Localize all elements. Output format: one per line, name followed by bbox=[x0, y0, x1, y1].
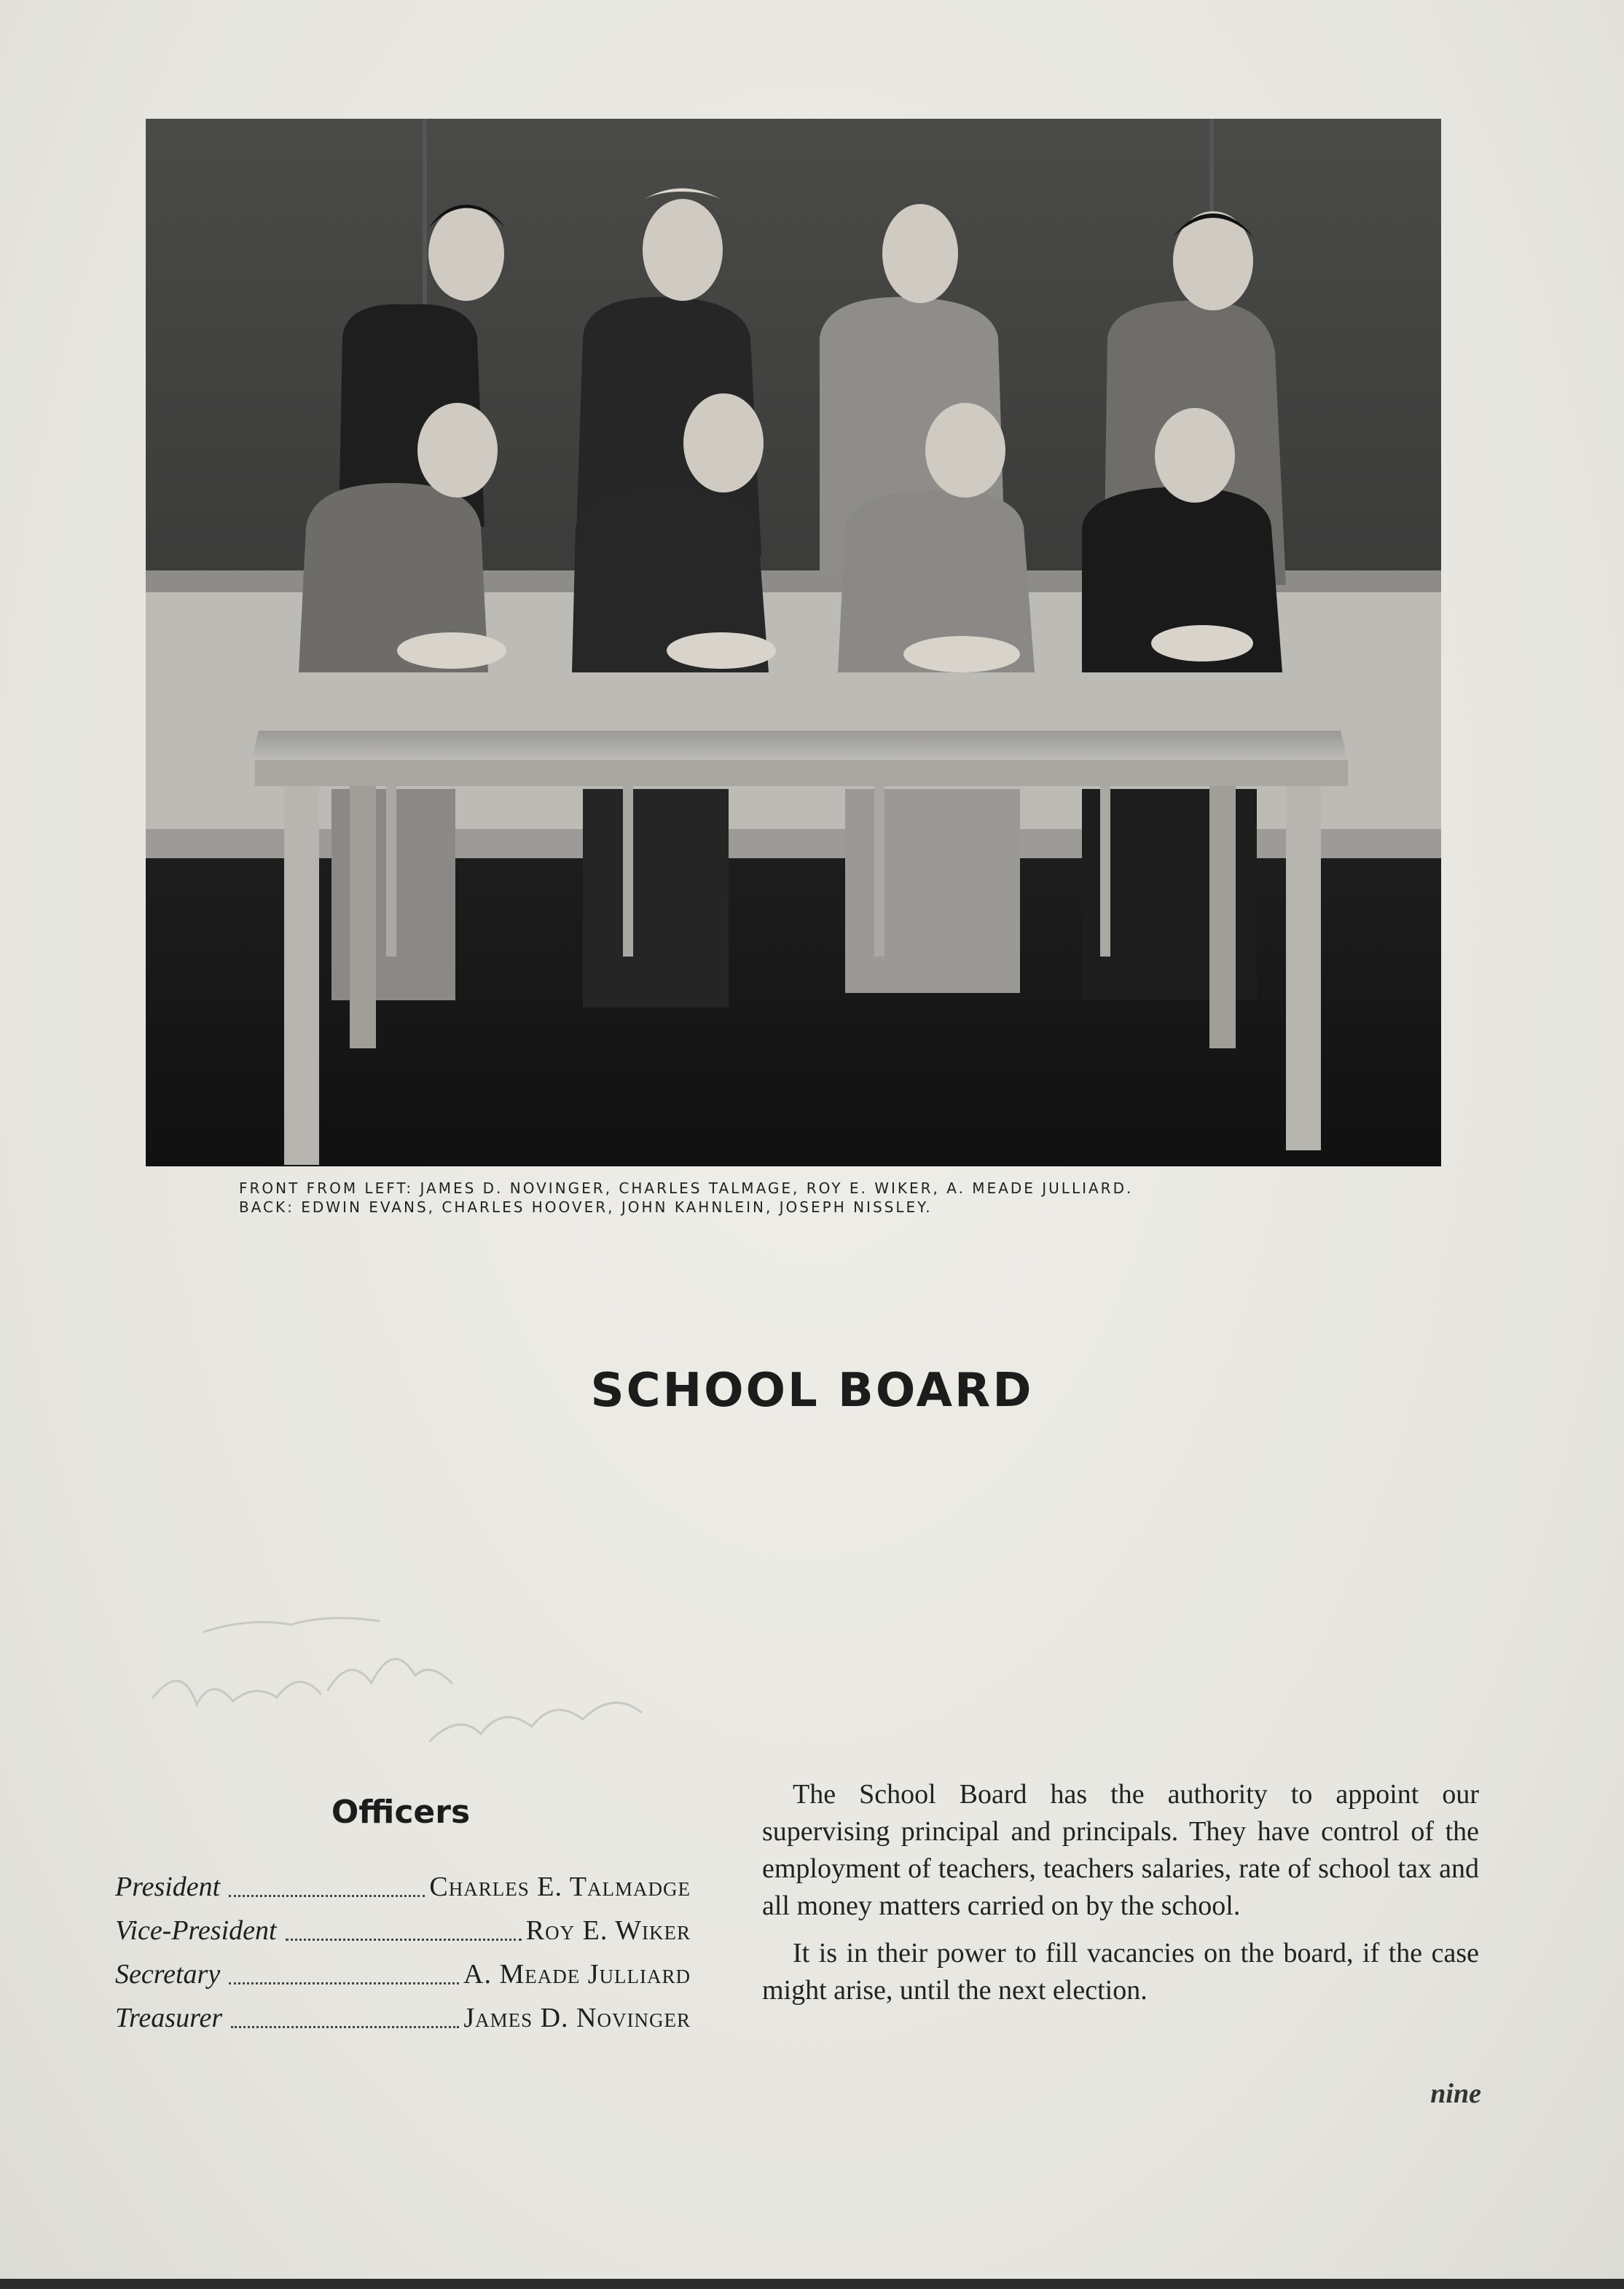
page-number: nine bbox=[1430, 2078, 1481, 2109]
officer-name: James D. Novinger bbox=[463, 2003, 691, 2033]
page-bottom-edge bbox=[0, 2279, 1624, 2289]
caption-back-row: BACK: EDWIN EVANS, CHARLES HOOVER, JOHN KAHNLEIN, JOSEPH NISSLEY. bbox=[239, 1198, 933, 1216]
page-title: SCHOOL BOARD bbox=[590, 1364, 1034, 1418]
officer-role: Vice-President bbox=[115, 1915, 277, 1946]
officers-heading: Officers bbox=[331, 1794, 471, 1831]
officer-name: A. Meade Julliard bbox=[463, 1959, 691, 1990]
board-description bbox=[762, 1776, 1479, 2019]
officer-row bbox=[115, 1871, 691, 1915]
caption-front-row: FRONT FROM LEFT: JAMES D. NOVINGER, CHARLES TALMAGE, ROY E. WIKER, A. MEADE JULLIARD. bbox=[239, 1179, 1134, 1197]
officer-row bbox=[115, 1915, 691, 1958]
officer-row bbox=[115, 1958, 691, 2002]
paragraph: It is in their power to fill vacancies on the board, if the case might arise, until the next election. bbox=[762, 1938, 1479, 2006]
school-board-photo bbox=[146, 119, 1441, 1166]
group-portrait-image bbox=[146, 119, 1441, 1166]
officer-row bbox=[115, 2002, 691, 2046]
leader-dots bbox=[229, 1982, 459, 1984]
photo-caption bbox=[239, 1179, 1332, 1217]
pencil-handwriting-mark bbox=[138, 1574, 692, 1778]
paragraph: The School Board has the authority to appoint our supervising principal and principals. They have control of the employment of teachers, teachers salaries, rate of school tax and all money matters carried on by the school. bbox=[762, 1779, 1479, 1921]
officer-name: Charles E. Talmadge bbox=[429, 1872, 691, 1902]
officer-role: Secretary bbox=[115, 1959, 221, 1990]
officer-role: President bbox=[115, 1872, 221, 1902]
officer-name: Roy E. Wiker bbox=[525, 1915, 691, 1946]
leader-dots bbox=[231, 2026, 459, 2028]
officers-list bbox=[115, 1871, 691, 2046]
leader-dots bbox=[229, 1895, 425, 1897]
officer-role: Treasurer bbox=[115, 2003, 223, 2033]
leader-dots bbox=[286, 1939, 522, 1941]
